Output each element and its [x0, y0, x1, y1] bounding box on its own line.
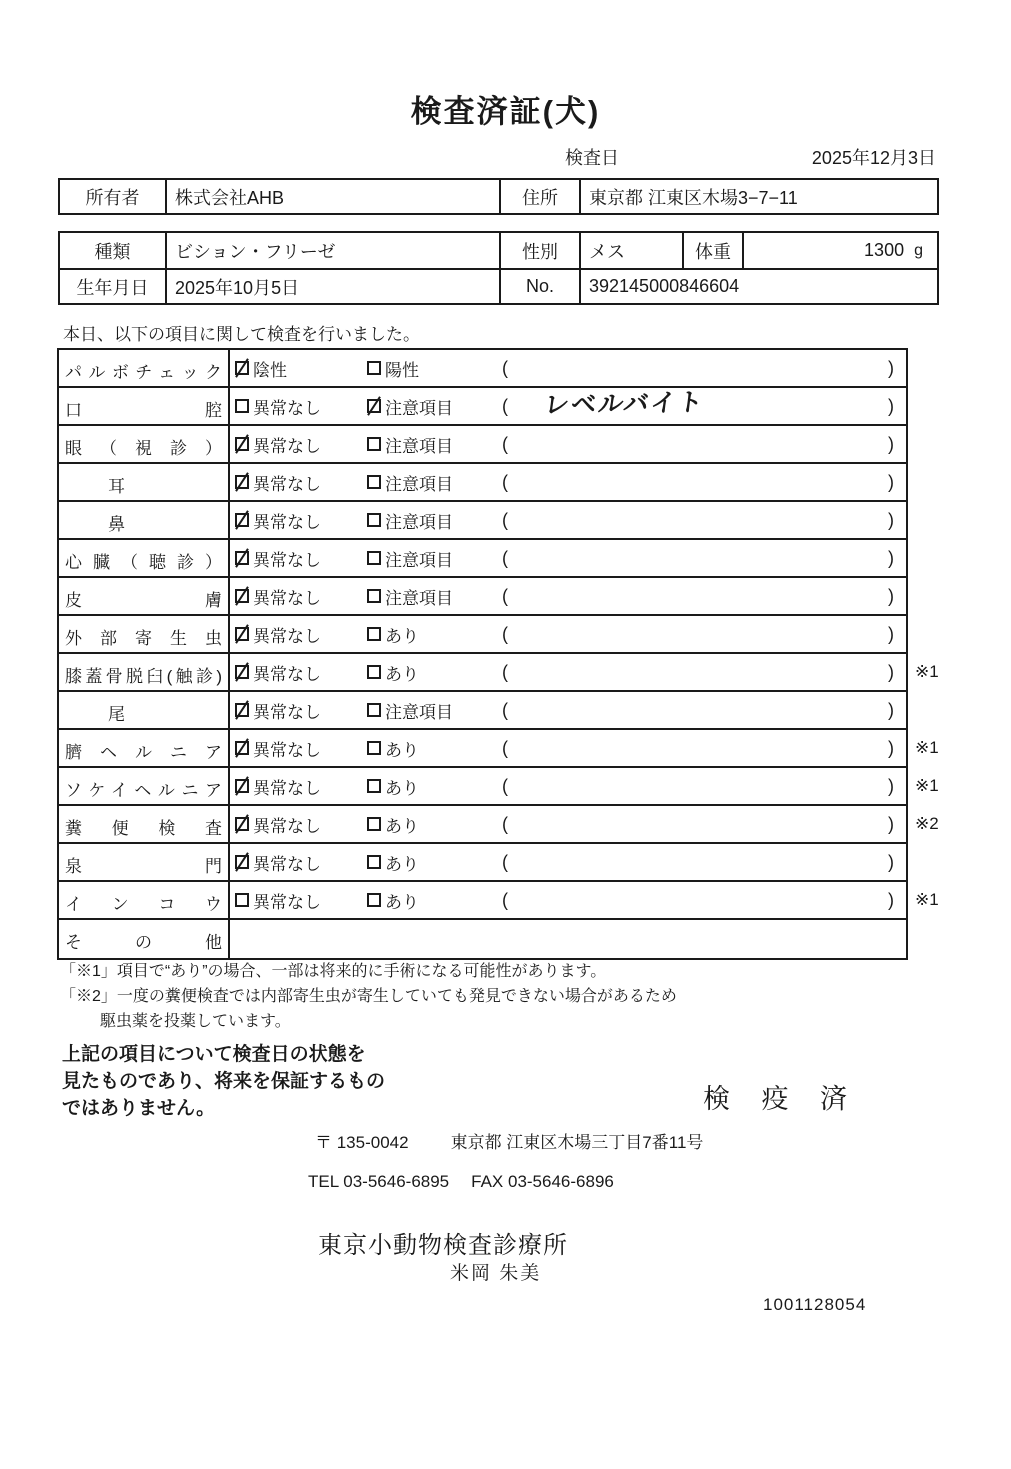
option1-group: [235, 432, 367, 457]
paren-open: (: [502, 775, 508, 796]
paren-close: ): [888, 585, 894, 606]
checkup-row: [59, 388, 906, 426]
id-number-value: 392145000846604: [579, 268, 937, 303]
paren-open: (: [502, 395, 508, 416]
option2-group: [367, 774, 502, 799]
option2-label: あり: [385, 740, 419, 760]
clinic-name: 東京小動物検査診療所: [318, 1232, 568, 1259]
pet-table: [58, 231, 939, 305]
option2-checkbox: [367, 589, 381, 603]
option1-checkbox: [235, 589, 249, 603]
paren-close: ): [888, 699, 894, 720]
checkup-row: [59, 730, 939, 768]
option1-label: 異常なし: [253, 398, 321, 418]
checkup-item-label: 臍ヘルニア: [59, 730, 230, 766]
option1-checkbox: [235, 665, 249, 679]
option2-checkbox: [367, 817, 381, 831]
option1-label: 異常なし: [253, 892, 321, 912]
paren-close: ): [888, 623, 894, 644]
option1-checkbox: [235, 703, 249, 717]
checkup-item-label: 眼（視診）: [59, 426, 230, 462]
option1-group: [235, 660, 367, 685]
option2-label: あり: [385, 626, 419, 646]
inspection-date-label: 検査日: [565, 148, 619, 168]
option1-checkbox: [235, 399, 249, 413]
breed-label: 種類: [94, 241, 131, 262]
owner-label: 所有者: [85, 187, 140, 208]
option1-group: [235, 736, 367, 761]
checkup-item-result: [230, 806, 906, 842]
sex-label: 性別: [499, 233, 579, 268]
checkup-row: [59, 844, 906, 882]
checkup-row: [59, 806, 939, 844]
option2-group: [367, 622, 502, 647]
clinic-tel: TEL 03-5646-6895: [308, 1172, 450, 1191]
option2-group: [367, 812, 502, 837]
paren-open: (: [502, 889, 508, 910]
page-title: 検査済証(犬): [410, 94, 601, 129]
option1-checkbox: [235, 361, 249, 375]
paren-close: ): [888, 661, 894, 682]
footnote-mark: ※1: [915, 890, 939, 909]
paren-open: (: [502, 699, 508, 720]
option2-checkbox: [367, 513, 381, 527]
checkup-item-label: ソケイヘルニア: [59, 768, 230, 804]
footnote-mark: ※1: [915, 738, 939, 757]
checkup-item-label: 口腔: [59, 388, 230, 424]
footnote-1: 「※1」項目で“あり”の場合、一部は将来的に手術になる可能性があります。: [60, 963, 607, 980]
footnote-2-line1: 「※2」一度の糞便検査では内部寄生虫が寄生していても発見できない場合があるため: [60, 988, 677, 1005]
footnote-mark: ※1: [915, 776, 939, 795]
weight-label: 体重: [682, 233, 742, 268]
option1-label: 異常なし: [253, 626, 321, 646]
option2-group: [367, 546, 502, 571]
checkup-item-label: 膝蓋骨脱臼(触診): [59, 654, 230, 690]
option1-checkbox: [235, 475, 249, 489]
option1-group: [235, 508, 367, 533]
clinic-address-line: [315, 1128, 703, 1153]
checkup-item-result: [230, 502, 906, 538]
option1-label: 異常なし: [253, 816, 321, 836]
option2-group: [367, 584, 502, 609]
option1-checkbox: [235, 817, 249, 831]
option2-label: 注意項目: [385, 512, 453, 532]
checkup-item-result: [230, 388, 906, 424]
option1-group: [235, 356, 367, 381]
option1-label: 異常なし: [253, 512, 321, 532]
option2-checkbox: [367, 475, 381, 489]
paren-close: ): [888, 433, 894, 454]
option2-label: あり: [385, 854, 419, 874]
option1-checkbox: [235, 893, 249, 907]
option1-label: 異常なし: [253, 702, 321, 722]
checkup-item-result: [230, 692, 906, 728]
checkup-item-result: [230, 654, 906, 690]
weight-unit: g: [914, 241, 923, 259]
checkup-item-result: [230, 768, 906, 804]
checkup-item-label: 泉門: [59, 844, 230, 880]
option2-group: [367, 850, 502, 875]
weight-value: [742, 233, 937, 268]
option1-group: [235, 774, 367, 799]
option2-group: [367, 356, 502, 381]
birthdate-label: 生年月日: [60, 268, 165, 303]
checkup-row: [59, 616, 906, 654]
clinic-fax: FAX 03-5646-6896: [471, 1172, 614, 1191]
option1-label: 異常なし: [253, 550, 321, 570]
option1-group: [235, 470, 367, 495]
option1-checkbox: [235, 855, 249, 869]
paren-open: (: [502, 509, 508, 530]
option1-label: 異常なし: [253, 664, 321, 684]
checkup-item-label: インコウ: [59, 882, 230, 918]
checkup-row: [59, 502, 906, 540]
paren-close: ): [888, 889, 894, 910]
option2-checkbox: [367, 551, 381, 565]
option1-label: 異常なし: [253, 588, 321, 608]
checkup-item-result: [230, 616, 906, 652]
option1-group: [235, 584, 367, 609]
option2-group: [367, 736, 502, 761]
footnote-mark: ※1: [915, 662, 939, 681]
option2-label: 注意項目: [385, 474, 453, 494]
serial-number: 1001128054: [763, 1295, 867, 1314]
examiner-name: 米岡 朱美: [450, 1263, 542, 1284]
option1-label: 異常なし: [253, 854, 321, 874]
paren-open: (: [502, 433, 508, 454]
paren-open: (: [502, 813, 508, 834]
checkup-item-label: 皮膚: [59, 578, 230, 614]
option1-checkbox: [235, 627, 249, 641]
paren-close: ): [888, 547, 894, 568]
option1-checkbox: [235, 551, 249, 565]
paren-open: (: [502, 661, 508, 682]
birthdate-value: 2025年10月5日: [165, 268, 499, 303]
checkup-item-label: 耳: [59, 464, 230, 500]
option2-group: [367, 888, 502, 913]
option1-label: 異常なし: [253, 474, 321, 494]
option1-checkbox: [235, 779, 249, 793]
checkup-item-label: 尾: [59, 692, 230, 728]
option2-checkbox: [367, 779, 381, 793]
paren-open: (: [502, 357, 508, 378]
option2-checkbox: [367, 627, 381, 641]
option2-group: [367, 660, 502, 685]
paren-close: ): [888, 737, 894, 758]
owner-table: [58, 178, 939, 215]
checkup-item-result: [230, 844, 906, 880]
id-number-label: No.: [499, 268, 579, 303]
option1-group: [235, 850, 367, 875]
checkup-row: [59, 540, 906, 578]
option1-checkbox: [235, 513, 249, 527]
checkup-table: [57, 348, 939, 960]
finding-note: レベルバイト: [542, 388, 707, 420]
option1-group: [235, 888, 367, 913]
option2-group: [367, 508, 502, 533]
owner-address-label: 住所: [499, 180, 579, 213]
paren-close: ): [888, 509, 894, 530]
option1-label: 異常なし: [253, 778, 321, 798]
option2-checkbox: [367, 893, 381, 907]
checkup-item-result: [230, 920, 906, 958]
option2-checkbox: [367, 665, 381, 679]
option2-checkbox: [367, 855, 381, 869]
option1-group: [235, 394, 367, 419]
clinic-postal-code: 〒 135-0042: [315, 1133, 409, 1152]
paren-close: ): [888, 471, 894, 492]
paren-open: (: [502, 737, 508, 758]
option2-label: あり: [385, 664, 419, 684]
option2-group: [367, 394, 502, 419]
inspection-date-value: 2025年12月3日: [811, 148, 936, 168]
checkup-item-label: 鼻: [59, 502, 230, 538]
clinic-contact-line: [308, 1172, 614, 1192]
option2-checkbox: [367, 437, 381, 451]
option2-checkbox: [367, 741, 381, 755]
disclaimer-line1: 上記の項目について検査日の状態を: [62, 1044, 366, 1065]
intro-text: 本日、以下の項目に関して検査を行いました。: [63, 325, 420, 344]
clinic-address: 東京都 江東区木場三丁目7番11号: [450, 1133, 704, 1152]
checkup-item-label: パルボチェック: [59, 350, 230, 386]
checkup-row: [59, 578, 906, 616]
paren-close: ): [888, 357, 894, 378]
checkup-item-label: 糞便検査: [59, 806, 230, 842]
footnote-mark: ※2: [915, 814, 939, 833]
owner-address-value: 東京都 江東区木場3−7−11: [579, 180, 937, 213]
checkup-item-label: その他: [59, 920, 230, 958]
checkup-row: [59, 920, 906, 958]
checkup-item-result: [230, 730, 906, 766]
checkup-row: [59, 464, 906, 502]
paren-open: (: [502, 623, 508, 644]
option2-group: [367, 432, 502, 457]
checkup-item-result: [230, 882, 906, 918]
option1-checkbox: [235, 741, 249, 755]
paren-open: (: [502, 471, 508, 492]
option2-label: 陽性: [385, 360, 419, 380]
checkup-row: [59, 426, 906, 464]
disclaimer-line3: ではありません。: [62, 1098, 216, 1119]
inspection-date-row: [58, 144, 936, 170]
option1-checkbox: [235, 437, 249, 451]
weight-number: 1300: [864, 240, 905, 260]
option1-label: 異常なし: [253, 740, 321, 760]
option1-group: [235, 546, 367, 571]
option2-label: 注意項目: [385, 436, 453, 456]
checkup-item-result: [230, 540, 906, 576]
checkup-item-result: [230, 464, 906, 500]
footnotes: [60, 959, 677, 1034]
sex-value: メス: [579, 233, 682, 268]
option2-label: あり: [385, 816, 419, 836]
quarantine-passed-stamp: 検 疫 済: [703, 1084, 860, 1114]
option1-group: [235, 812, 367, 837]
checkup-item-result: [230, 578, 906, 614]
option1-group: [235, 622, 367, 647]
option2-label: 注意項目: [385, 588, 453, 608]
checkup-item-label: 外部寄生虫: [59, 616, 230, 652]
option2-label: あり: [385, 778, 419, 798]
disclaimer-line2: 見たものであり、将来を保証するもの: [62, 1071, 386, 1092]
checkup-row: [59, 692, 906, 730]
breed-value: ビション・フリーゼ: [165, 233, 499, 268]
paren-open: (: [502, 585, 508, 606]
option2-checkbox: [367, 399, 381, 413]
option1-label: 陰性: [253, 360, 287, 380]
option2-label: あり: [385, 892, 419, 912]
checkup-item-label: 心臓（聴診）: [59, 540, 230, 576]
footnote-2-line2: 駆虫薬を投薬しています。: [100, 1013, 291, 1030]
paren-close: ): [888, 813, 894, 834]
paren-close: ): [888, 395, 894, 416]
option2-label: 注意項目: [385, 702, 453, 722]
option2-checkbox: [367, 361, 381, 375]
disclaimer: [62, 1041, 385, 1122]
checkup-row: [59, 768, 939, 806]
checkup-item-result: [230, 426, 906, 462]
checkup-row: [59, 882, 939, 920]
option2-group: [367, 698, 502, 723]
option2-label: 注意項目: [385, 550, 453, 570]
option1-group: [235, 698, 367, 723]
checkup-row: [59, 654, 939, 692]
paren-open: (: [502, 547, 508, 568]
option1-label: 異常なし: [253, 436, 321, 456]
paren-close: ): [888, 851, 894, 872]
owner-value: 株式会社AHB: [165, 180, 499, 213]
option2-group: [367, 470, 502, 495]
paren-close: ): [888, 775, 894, 796]
option2-label: 注意項目: [385, 398, 453, 418]
paren-open: (: [502, 851, 508, 872]
option2-checkbox: [367, 703, 381, 717]
